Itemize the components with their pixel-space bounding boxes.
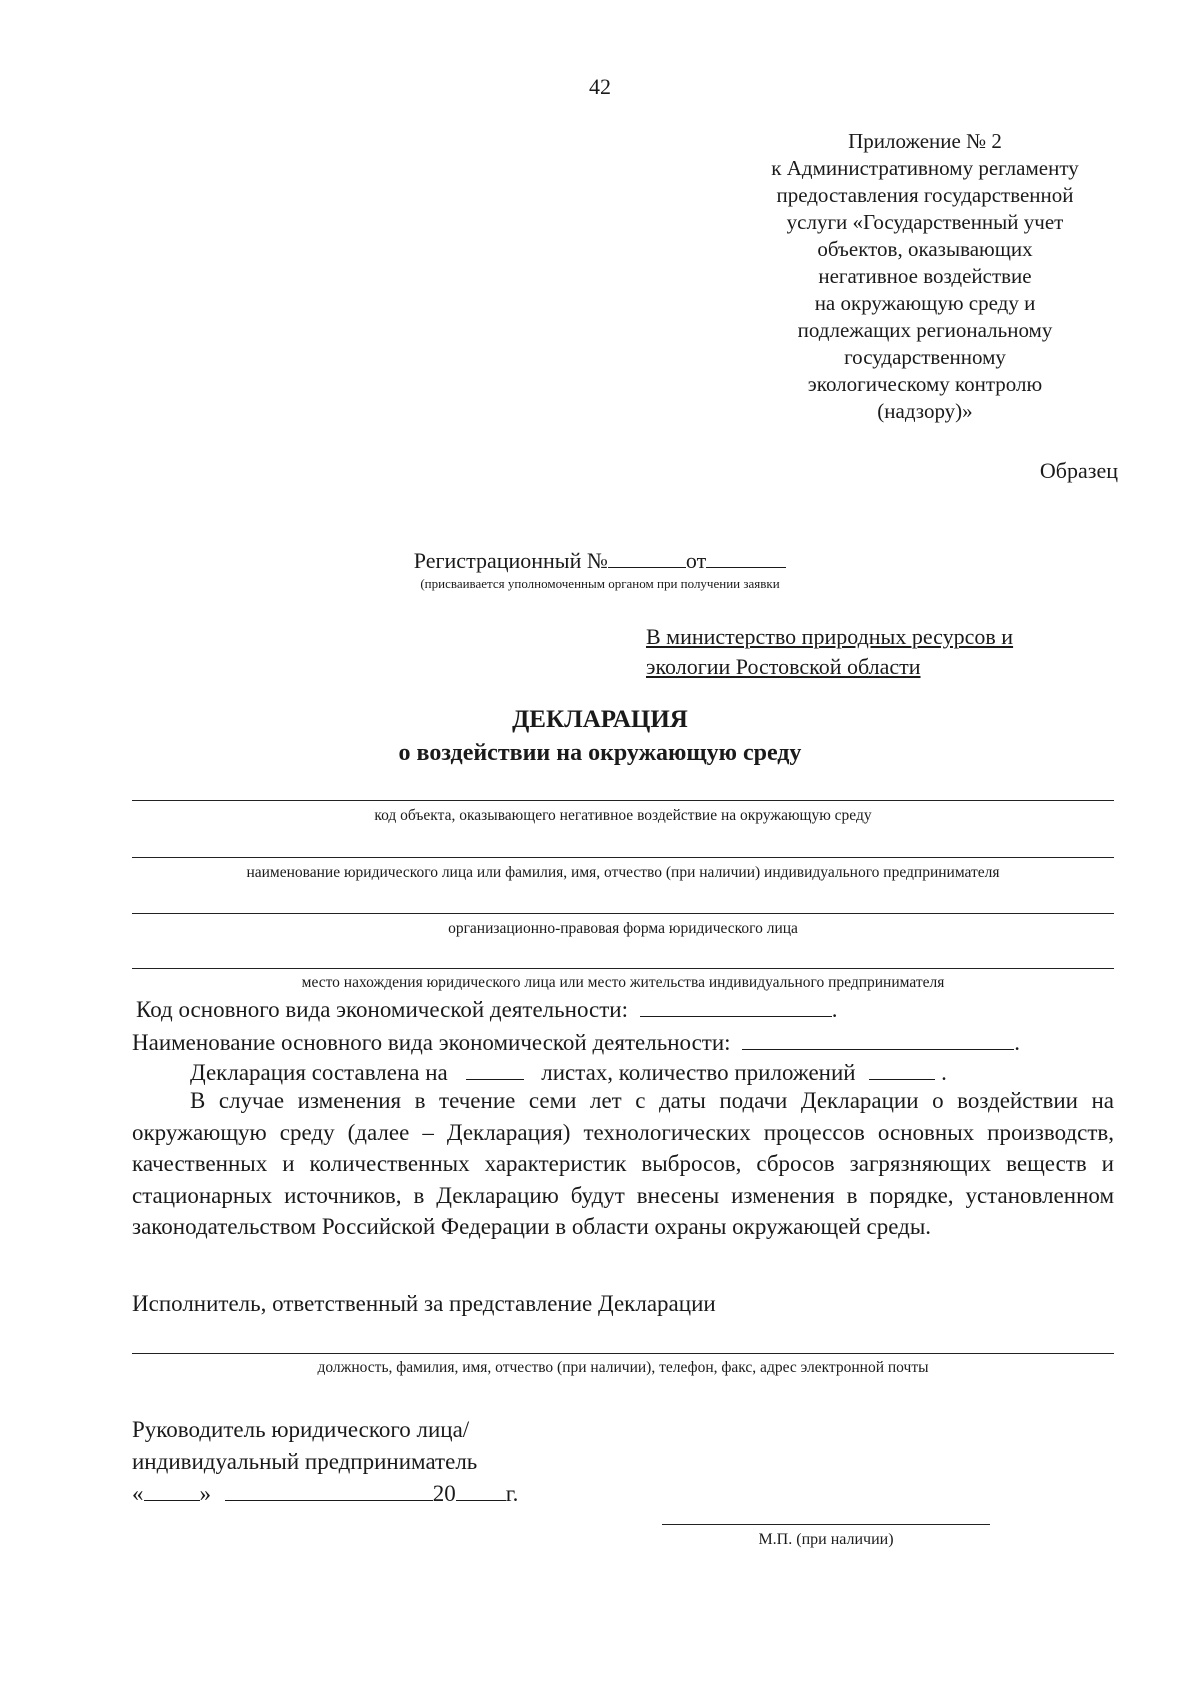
sheets-line xyxy=(190,1059,947,1086)
registration-number-field[interactable] xyxy=(608,549,686,568)
sheets-end: . xyxy=(941,1060,947,1085)
appendix-line: подлежащих региональному xyxy=(797,318,1053,342)
appendix-header xyxy=(740,128,1110,425)
object-code-caption: код объекта, оказывающего негативное воздействие на окружающую среду xyxy=(374,807,872,824)
activity-name-line xyxy=(132,1029,1020,1056)
registration-note: (присваивается уполномоченным органом при получении заявки xyxy=(420,576,780,591)
changes-paragraph: В случае изменения в течение семи лет с даты подачи Декларации о воздействии на окружающую среду (далее – Декларация) технологических процессов основных производств, качественных и количественных характеристик выбросов, сбросов загрязняющих веществ и стационарных источников, в Декларацию будут внесены изменения в порядке, установленном законодательством Российской Федерации в области охраны окружающей среды. xyxy=(132,1088,1114,1239)
activity-code-field[interactable] xyxy=(640,996,832,1017)
sheets-prefix: Декларация составлена на xyxy=(190,1060,448,1085)
legal-form-caption: организационно-правовая форма юридического лица xyxy=(448,920,798,937)
signature-day-field[interactable] xyxy=(144,1480,200,1501)
appendix-line: негативное воздействие xyxy=(818,264,1032,288)
activity-code-label: Код основного вида экономической деятельности: xyxy=(136,997,628,1022)
page-number: 42 xyxy=(589,74,611,99)
executor-field[interactable] xyxy=(132,1353,1114,1354)
registration-from-label: от xyxy=(685,548,707,573)
address-field[interactable] xyxy=(132,968,1114,969)
appendix-line: предоставления государственной xyxy=(776,183,1074,207)
appendix-line: (надзору)» xyxy=(877,399,973,423)
appendix-line: государственному xyxy=(844,345,1006,369)
address-caption: место нахождения юридического лица или место жительства индивидуального предпринимателя xyxy=(301,974,945,991)
appendix-line: объектов, оказывающих xyxy=(817,237,1033,261)
registration-label: Регистрационный № xyxy=(413,548,608,573)
activity-name-end: . xyxy=(1014,1030,1021,1055)
activity-name-field[interactable] xyxy=(742,1029,1014,1050)
signature-field[interactable] xyxy=(662,1524,990,1525)
sample-label: Образец xyxy=(1039,458,1118,483)
document-subtitle: о воздействии на окружающую среду xyxy=(398,740,802,766)
stamp-caption: М.П. (при наличии) xyxy=(758,1531,894,1548)
executor-label: Исполнитель, ответственный за представление Декларации xyxy=(132,1291,716,1316)
object-code-field[interactable] xyxy=(132,800,1114,801)
year-suffix: г. xyxy=(505,1481,519,1506)
sheets-count-field[interactable] xyxy=(466,1059,524,1080)
activity-code-line xyxy=(136,996,837,1023)
activity-code-end: . xyxy=(831,997,838,1022)
appendix-line: к Административному регламенту xyxy=(771,156,1079,180)
appendix-line: экологическому контролю xyxy=(807,372,1043,396)
signature-month-field[interactable] xyxy=(225,1480,433,1501)
recipient-block xyxy=(646,622,1013,682)
legal-form-field[interactable] xyxy=(132,913,1114,914)
appendix-line: Приложение № 2 xyxy=(848,129,1002,153)
document-title: ДЕКЛАРАЦИЯ xyxy=(512,706,688,733)
attachments-count-field[interactable] xyxy=(869,1059,935,1080)
signature-year-field[interactable] xyxy=(456,1480,506,1501)
registration-line xyxy=(0,548,1200,574)
recipient-line: В министерство природных ресурсов и xyxy=(646,624,1014,649)
open-quote: « xyxy=(132,1481,144,1506)
sheets-middle: листах, количество приложений xyxy=(541,1060,856,1085)
appendix-line: на окружающую среду и xyxy=(814,291,1036,315)
signature-date-line xyxy=(132,1478,518,1510)
year-prefix: 20 xyxy=(432,1481,456,1506)
recipient-line: экологии Ростовской области xyxy=(646,654,921,679)
registration-date-field[interactable] xyxy=(706,549,786,568)
signature-role-line1: Руководитель юридического лица/ xyxy=(132,1417,470,1442)
legal-name-field[interactable] xyxy=(132,857,1114,858)
legal-name-caption: наименование юридического лица или фамилия, имя, отчество (при наличии) индивидуального предпринимателя xyxy=(246,864,1000,881)
signature-role-line2: индивидуальный предприниматель xyxy=(132,1449,478,1474)
executor-caption: должность, фамилия, имя, отчество (при наличии), телефон, факс, адрес электронной почты xyxy=(317,1359,929,1376)
close-quote: » xyxy=(199,1481,211,1506)
activity-name-label: Наименование основного вида экономической деятельности: xyxy=(132,1030,731,1055)
signature-block xyxy=(132,1414,518,1510)
appendix-line: услуги «Государственный учет xyxy=(786,210,1064,234)
